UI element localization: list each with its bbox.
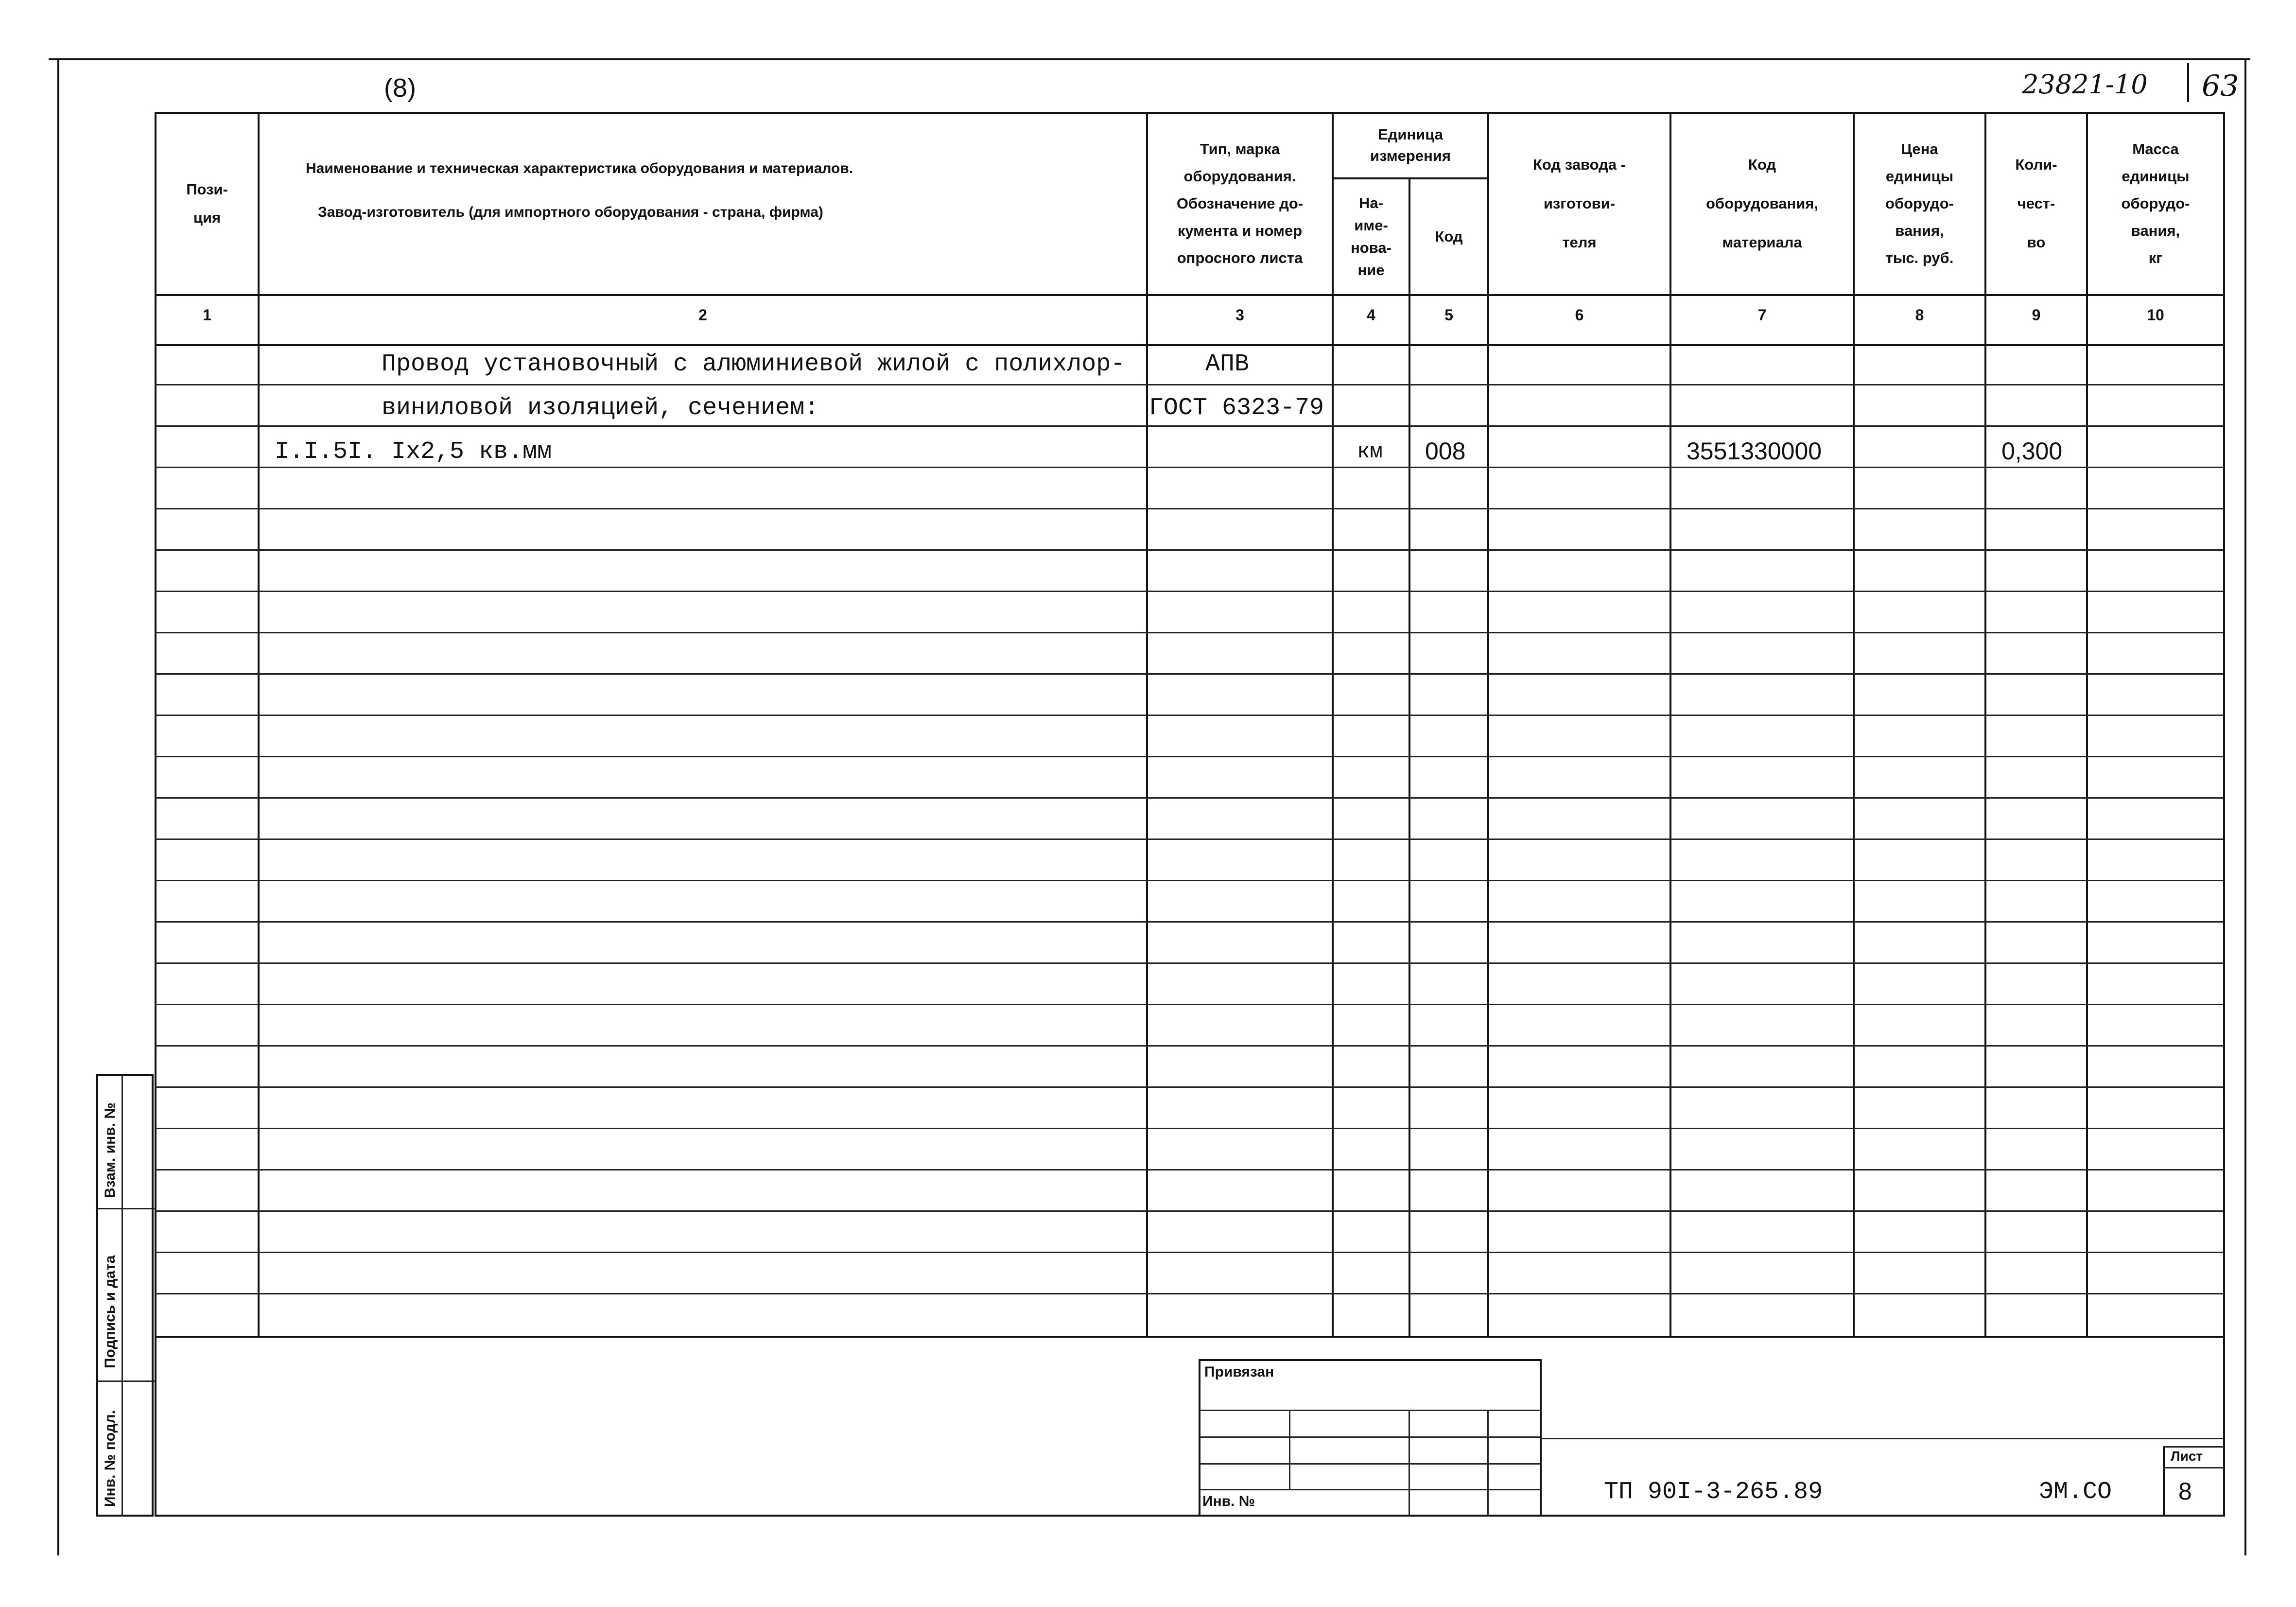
column-number: 4 (1367, 306, 1375, 324)
row-line (155, 880, 2223, 881)
col-line-8 (1984, 112, 1986, 1336)
row-line (155, 549, 2223, 551)
side-stamp-signature-date: Подпись и дата (102, 1255, 118, 1368)
row-3-quantity: 0,300 (2001, 437, 2063, 465)
title-block-cell-line (1289, 1410, 1290, 1489)
col-line-5 (1487, 112, 1489, 1336)
column-number: 9 (2032, 306, 2041, 324)
header-type: Тип, марка оборудования. Обозначение до- кумента и номер опросного листа (1176, 140, 1304, 266)
section-code: ЭМ.СО (2039, 1478, 2112, 1506)
column-number: 5 (1444, 306, 1453, 324)
header-mass: Масса единицы оборудо- вания, кг (2121, 140, 2190, 266)
col-line-9 (2086, 112, 2088, 1336)
title-block-top-line (1199, 1359, 1540, 1361)
side-stamp-replace-inv: Взам. инв. № (102, 1102, 118, 1198)
document-code: ТП 90I-3-265.89 (1604, 1478, 1823, 1506)
row-line (155, 715, 2223, 716)
row-line (155, 1045, 2223, 1047)
column-number: 3 (1235, 306, 1244, 324)
column-number: 1 (203, 306, 211, 324)
col-line-10 (2223, 112, 2225, 1336)
title-block-bottom-line (155, 1515, 2225, 1517)
row-line (155, 384, 2223, 385)
attached-label: Привязан (1204, 1364, 1274, 1380)
header-unit-code: Код (1435, 228, 1463, 245)
column-number: 6 (1575, 306, 1584, 324)
col-line-2 (1146, 112, 1148, 1336)
row-line (155, 1004, 2223, 1005)
row-line (155, 673, 2223, 675)
page-number: 63 (2202, 69, 2239, 103)
row-line (155, 1169, 2223, 1170)
row-2-type: ГОСТ 6323-79 (1149, 394, 1324, 422)
sheet-label: Лист (2171, 1449, 2203, 1464)
side-stamp-orig-inv: Инв. № подл. (102, 1410, 118, 1507)
row-line (155, 962, 2223, 964)
col-line-1 (258, 112, 260, 1336)
title-block-mid-line (1540, 1359, 1542, 1516)
col-line-3 (1332, 112, 1334, 1336)
frame-left-line (57, 58, 59, 1555)
row-line (155, 1293, 2223, 1294)
row-line (155, 797, 2223, 799)
row-line (155, 467, 2223, 468)
side-stamp-inner-line (122, 1074, 123, 1517)
header-name-cell (260, 114, 1146, 294)
row-3-unit: км (1357, 440, 1383, 464)
sheet-cell-top-line (2163, 1446, 2223, 1448)
row-line (155, 1210, 2223, 1212)
sheet-label: (8) (384, 73, 416, 103)
col-line-6 (1670, 112, 1671, 1336)
sheet-cell-right-line (2223, 1336, 2225, 1516)
sheet-cell-divider (2163, 1467, 2223, 1468)
header-equipment-code: Код оборудования, материала (1705, 156, 1818, 251)
col-line-7 (1853, 112, 1855, 1336)
header-name-line1: Наименование и техническая характеристика оборудования и материалов. (306, 160, 853, 176)
row-line (155, 508, 2223, 509)
frame-right-line (2244, 58, 2246, 1555)
sheet-number: 8 (2178, 1478, 2192, 1505)
row-line (155, 756, 2223, 757)
row-line (155, 425, 2223, 427)
row-3-unit-code: 008 (1425, 437, 1466, 465)
header-manufacturer-code: Код завода - изготови- теля (1532, 156, 1626, 251)
sheet-cell-left-line (2163, 1446, 2165, 1516)
frame-top-line (49, 58, 2250, 60)
row-line (155, 632, 2223, 633)
title-block-cell-line (1409, 1410, 1410, 1515)
column-number: 7 (1757, 306, 1767, 324)
row-line (155, 921, 2223, 923)
header-name-line2: Завод-изготовитель (для импортного оборудования - страна, фирма) (318, 204, 823, 220)
row-2-name: виниловой изоляцией, сечением: (382, 394, 819, 422)
page-number-divider (2187, 63, 2189, 102)
side-stamp-divider (96, 1380, 155, 1382)
column-number: 8 (1915, 306, 1924, 324)
header-quantity: Коли- чест- во (2015, 156, 2057, 251)
number-row-bottom-line (155, 344, 2223, 346)
column-number: 10 (2147, 306, 2164, 324)
row-line (155, 1128, 2223, 1129)
column-number: 2 (698, 306, 707, 324)
header-position: Пози- ция (186, 181, 228, 226)
side-stamp-divider (96, 1208, 155, 1209)
row-1-type: АПВ (1205, 350, 1250, 378)
header-unit-name: На- име- нова- ние (1351, 194, 1392, 279)
row-line (155, 591, 2223, 592)
row-1-name: Провод установочный с алюминиевой жилой с полихлор- (382, 350, 1126, 378)
row-line (155, 1252, 2223, 1253)
header-price: Цена единицы оборудо- вания, тыс. руб. (1885, 140, 1954, 266)
row-3-name: I.I.5I. Iх2,5 кв.мм (275, 438, 552, 466)
table-bottom-line (155, 1336, 2223, 1338)
title-block-code-line (1540, 1438, 2225, 1439)
header-bottom-line (155, 294, 2223, 296)
row-line (155, 1086, 2223, 1088)
header-unit: Единица измерения (1370, 126, 1451, 164)
row-3-equipment-code: 3551330000 (1687, 437, 1822, 465)
row-line (155, 838, 2223, 840)
archive-number: 23821-10 (2022, 69, 2148, 100)
title-block-cell-line (1487, 1410, 1489, 1515)
inventory-label: Инв. № (1202, 1493, 1255, 1509)
